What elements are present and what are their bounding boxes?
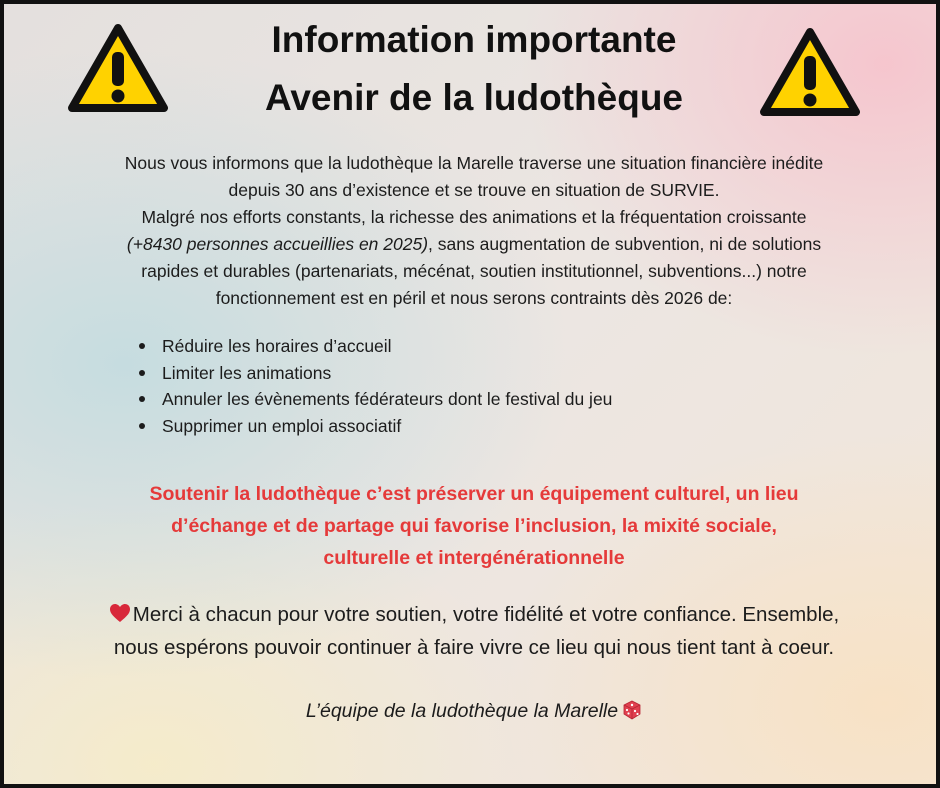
intro-line: Malgré nos efforts constants, la richesse des animations et la fréquentation croissante (141, 207, 807, 227)
intro-line: rapides et durables (partenariats, mécénat, soutien institutionnel, subventions...) notre (141, 261, 807, 281)
visitor-count-text: (+8430 personnes accueillies en 2025) (126, 234, 429, 254)
title-line-1: Information importante (271, 19, 677, 60)
intro-line (24, 231, 924, 258)
thanks-line-1-text: Merci à chacun pour votre soutien, votre fidélité et votre confiance. Ensemble, (132, 603, 840, 626)
red-heart-icon (109, 603, 131, 623)
intro-line: fonctionnement est en péril et nous serons contraints dès 2026 de: (215, 288, 733, 308)
bullet-icon (139, 370, 145, 376)
list-item-text: Réduire les horaires d’accueil (162, 336, 392, 356)
intro-line: Nous vous informons que la ludothèque la Marelle traverse une situation financière inédite (124, 153, 824, 173)
measures-list (136, 333, 612, 439)
signature-text: L’équipe de la ludothèque la Marelle (305, 700, 619, 722)
support-line: Soutenir la ludothèque c’est préserver un équipement culturel, un lieu (149, 483, 799, 505)
list-item-text: Supprimer un emploi associatif (162, 415, 402, 436)
bullet-icon (139, 396, 145, 402)
thanks-line (24, 598, 924, 631)
list-item (136, 333, 612, 360)
dice-icon (622, 700, 642, 720)
list-item (136, 413, 612, 440)
support-line: culturelle et intergénérationnelle (323, 547, 625, 569)
signature (4, 696, 940, 726)
support-line: d’échange et de partage qui favorise l’inclusion, la mixité sociale, (171, 515, 777, 537)
support-statement (4, 478, 940, 574)
intro-line-rest: , sans augmentation de subvention, ni de solutions (428, 234, 822, 254)
thanks-message (24, 598, 924, 664)
list-item (136, 386, 612, 413)
thanks-line: nous espérons pouvoir continuer à faire vivre ce lieu qui nous tient tant à coeur. (113, 636, 835, 659)
list-item-text: Annuler les évènements fédérateurs dont le festival du jeu (162, 389, 613, 409)
bullet-icon (139, 343, 145, 349)
list-item-text: Limiter les animations (162, 362, 332, 383)
list-item (136, 360, 612, 387)
intro-paragraph (24, 150, 924, 312)
bullet-icon (139, 423, 145, 429)
intro-line: depuis 30 ans d’existence et se trouve en situation de SURVIE. (228, 180, 720, 200)
title-line-2: Avenir de la ludothèque (264, 77, 684, 118)
